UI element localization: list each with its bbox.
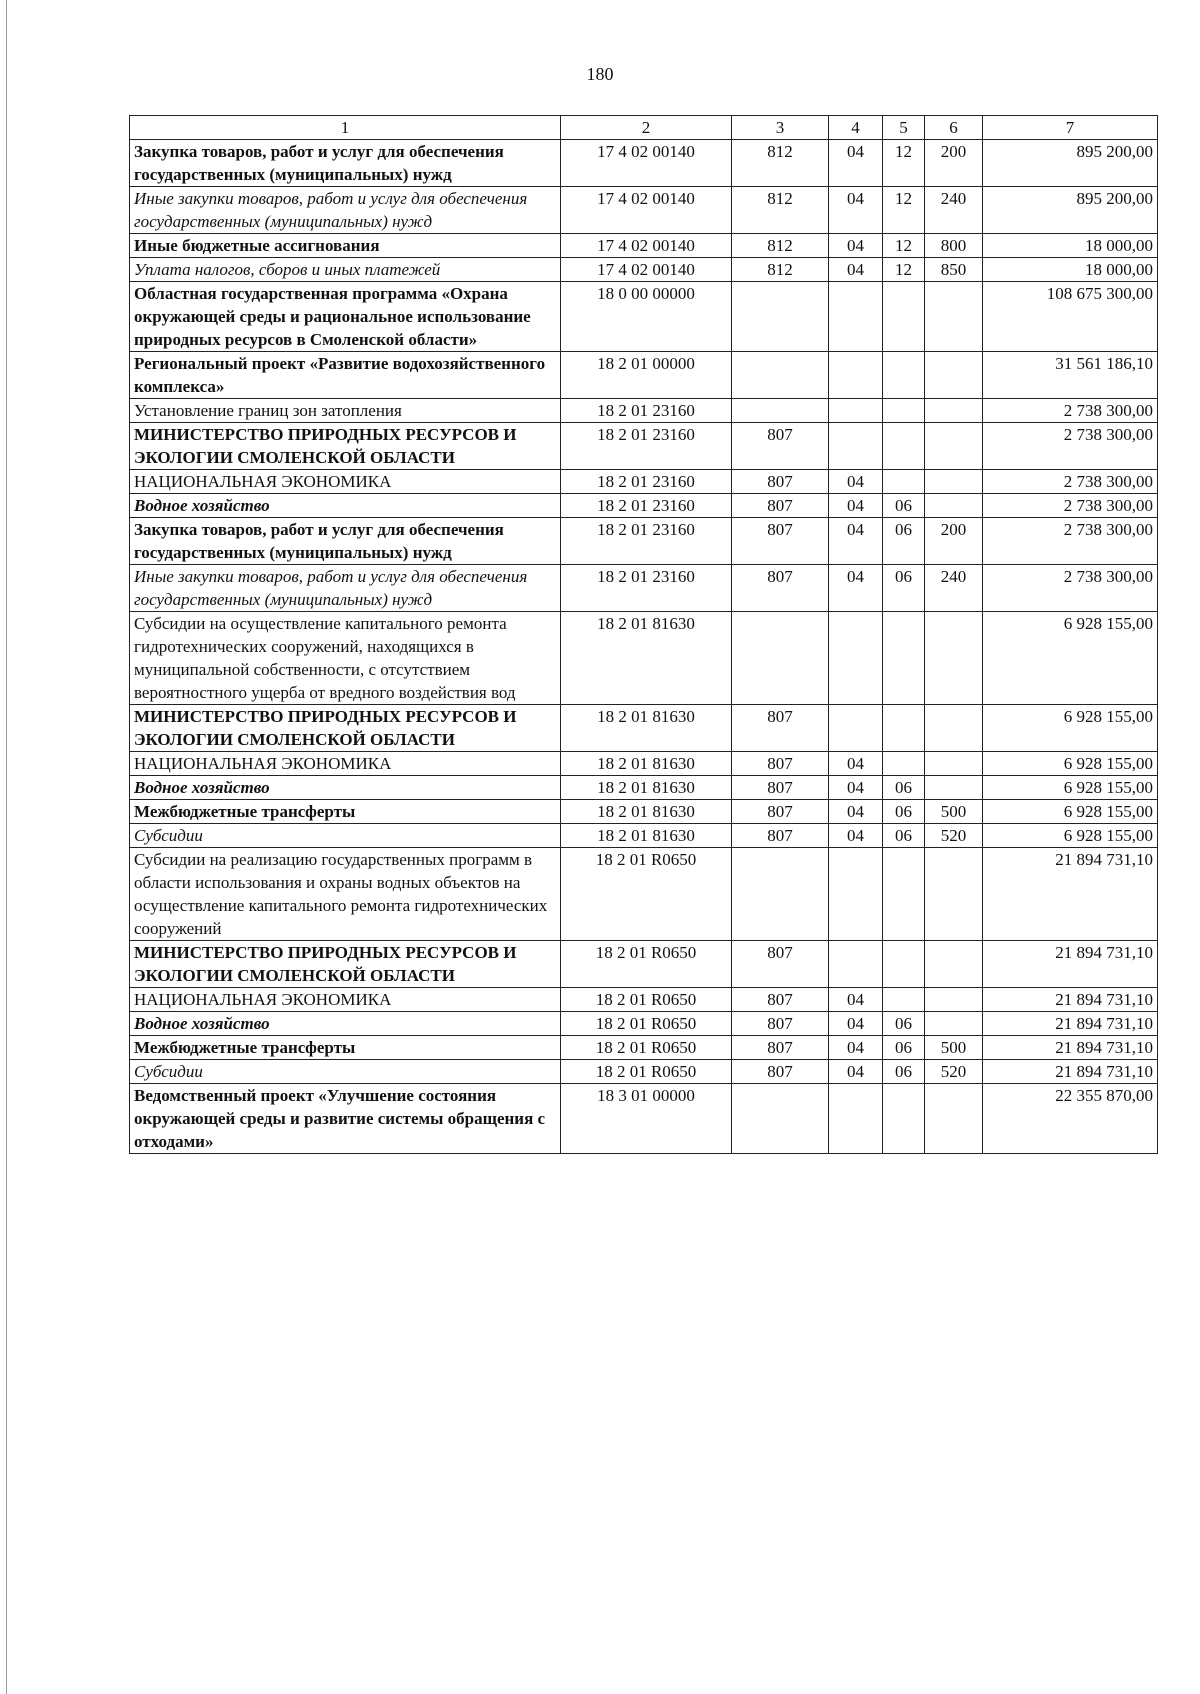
row-amount: 21 894 731,10 xyxy=(983,941,1158,988)
row-section: 04 xyxy=(829,518,883,565)
header-col-2: 2 xyxy=(561,116,732,140)
row-type: 800 xyxy=(925,234,983,258)
row-dept: 807 xyxy=(732,470,829,494)
row-code: 18 2 01 81630 xyxy=(561,612,732,705)
row-amount: 895 200,00 xyxy=(983,140,1158,187)
table-row xyxy=(130,1012,1158,1036)
header-col-4: 4 xyxy=(829,116,883,140)
row-type: 200 xyxy=(925,518,983,565)
row-code: 18 2 01 23160 xyxy=(561,565,732,612)
row-amount: 6 928 155,00 xyxy=(983,752,1158,776)
row-type xyxy=(925,470,983,494)
row-amount: 21 894 731,10 xyxy=(983,1060,1158,1084)
row-type: 520 xyxy=(925,824,983,848)
row-dept: 807 xyxy=(732,988,829,1012)
row-name: МИНИСТЕРСТВО ПРИРОДНЫХ РЕСУРСОВ И ЭКОЛОГИИ СМОЛЕНСКОЙ ОБЛАСТИ xyxy=(130,705,561,752)
row-name: Региональный проект «Развитие водохозяйственного комплекса» xyxy=(130,352,561,399)
row-name: НАЦИОНАЛЬНАЯ ЭКОНОМИКА xyxy=(130,470,561,494)
row-type xyxy=(925,282,983,352)
row-name: Водное хозяйство xyxy=(130,494,561,518)
row-dept: 807 xyxy=(732,494,829,518)
row-section: 04 xyxy=(829,752,883,776)
row-subsection xyxy=(883,1084,925,1154)
row-name: Водное хозяйство xyxy=(130,1012,561,1036)
row-type xyxy=(925,941,983,988)
row-subsection xyxy=(883,423,925,470)
row-name: Водное хозяйство xyxy=(130,776,561,800)
row-subsection: 06 xyxy=(883,494,925,518)
row-section: 04 xyxy=(829,258,883,282)
row-code: 18 2 01 R0650 xyxy=(561,1060,732,1084)
row-type: 240 xyxy=(925,565,983,612)
row-subsection: 12 xyxy=(883,258,925,282)
table-row xyxy=(130,848,1158,941)
table-row xyxy=(130,470,1158,494)
row-name: Закупка товаров, работ и услуг для обеспечения государственных (муниципальных) нужд xyxy=(130,140,561,187)
row-subsection xyxy=(883,612,925,705)
row-section xyxy=(829,352,883,399)
row-dept: 812 xyxy=(732,258,829,282)
row-section xyxy=(829,941,883,988)
header-col-7: 7 xyxy=(983,116,1158,140)
row-subsection: 06 xyxy=(883,518,925,565)
row-subsection: 06 xyxy=(883,1060,925,1084)
row-name: Уплата налогов, сборов и иных платежей xyxy=(130,258,561,282)
row-code: 18 2 01 23160 xyxy=(561,470,732,494)
row-code: 18 2 01 00000 xyxy=(561,352,732,399)
row-section xyxy=(829,612,883,705)
row-dept xyxy=(732,612,829,705)
table-row xyxy=(130,1084,1158,1154)
row-type: 850 xyxy=(925,258,983,282)
row-dept: 807 xyxy=(732,941,829,988)
row-subsection xyxy=(883,988,925,1012)
row-code: 18 2 01 81630 xyxy=(561,776,732,800)
header-col-3: 3 xyxy=(732,116,829,140)
header-row xyxy=(130,116,1158,140)
row-name: Межбюджетные трансферты xyxy=(130,800,561,824)
row-amount: 6 928 155,00 xyxy=(983,776,1158,800)
row-type xyxy=(925,352,983,399)
row-dept: 807 xyxy=(732,776,829,800)
row-name: НАЦИОНАЛЬНАЯ ЭКОНОМИКА xyxy=(130,988,561,1012)
row-dept: 807 xyxy=(732,1012,829,1036)
row-type xyxy=(925,1012,983,1036)
table-row xyxy=(130,988,1158,1012)
row-subsection xyxy=(883,282,925,352)
row-dept: 807 xyxy=(732,565,829,612)
row-amount: 2 738 300,00 xyxy=(983,565,1158,612)
row-dept: 807 xyxy=(732,824,829,848)
row-amount: 2 738 300,00 xyxy=(983,518,1158,565)
row-section xyxy=(829,282,883,352)
row-code: 18 2 01 81630 xyxy=(561,800,732,824)
table-row xyxy=(130,941,1158,988)
table-row xyxy=(130,352,1158,399)
row-section: 04 xyxy=(829,140,883,187)
row-type xyxy=(925,1084,983,1154)
row-code: 18 3 01 00000 xyxy=(561,1084,732,1154)
row-subsection: 06 xyxy=(883,776,925,800)
row-subsection xyxy=(883,752,925,776)
table-row xyxy=(130,399,1158,423)
row-dept: 807 xyxy=(732,705,829,752)
row-subsection xyxy=(883,399,925,423)
row-code: 18 2 01 R0650 xyxy=(561,988,732,1012)
row-subsection xyxy=(883,352,925,399)
row-type xyxy=(925,612,983,705)
row-amount: 2 738 300,00 xyxy=(983,494,1158,518)
row-section xyxy=(829,423,883,470)
budget-table xyxy=(129,115,1158,1154)
row-subsection: 06 xyxy=(883,565,925,612)
row-type xyxy=(925,776,983,800)
row-dept: 807 xyxy=(732,752,829,776)
table-body xyxy=(130,140,1158,1154)
row-dept xyxy=(732,399,829,423)
row-section: 04 xyxy=(829,187,883,234)
row-code: 18 2 01 R0650 xyxy=(561,941,732,988)
row-subsection: 06 xyxy=(883,800,925,824)
row-amount: 108 675 300,00 xyxy=(983,282,1158,352)
table-row xyxy=(130,800,1158,824)
row-dept: 807 xyxy=(732,800,829,824)
left-margin-line xyxy=(6,0,7,1694)
row-section: 04 xyxy=(829,565,883,612)
row-type: 200 xyxy=(925,140,983,187)
row-amount: 18 000,00 xyxy=(983,258,1158,282)
row-subsection xyxy=(883,470,925,494)
table-row xyxy=(130,612,1158,705)
row-code: 17 4 02 00140 xyxy=(561,234,732,258)
table-row xyxy=(130,1060,1158,1084)
row-dept: 807 xyxy=(732,1060,829,1084)
row-type xyxy=(925,399,983,423)
row-code: 18 2 01 81630 xyxy=(561,752,732,776)
row-subsection: 06 xyxy=(883,1012,925,1036)
row-section xyxy=(829,705,883,752)
row-section: 04 xyxy=(829,800,883,824)
row-amount: 31 561 186,10 xyxy=(983,352,1158,399)
row-code: 18 2 01 23160 xyxy=(561,423,732,470)
table-row xyxy=(130,518,1158,565)
row-subsection: 06 xyxy=(883,1036,925,1060)
header-col-5: 5 xyxy=(883,116,925,140)
row-subsection: 12 xyxy=(883,234,925,258)
row-amount: 2 738 300,00 xyxy=(983,399,1158,423)
row-type: 240 xyxy=(925,187,983,234)
row-type xyxy=(925,705,983,752)
row-name: Иные закупки товаров, работ и услуг для обеспечения государственных (муниципальных) нужд xyxy=(130,565,561,612)
table-row xyxy=(130,258,1158,282)
row-amount: 18 000,00 xyxy=(983,234,1158,258)
row-name: Закупка товаров, работ и услуг для обеспечения государственных (муниципальных) нужд xyxy=(130,518,561,565)
row-dept: 807 xyxy=(732,423,829,470)
row-section: 04 xyxy=(829,1012,883,1036)
row-dept xyxy=(732,352,829,399)
row-dept xyxy=(732,1084,829,1154)
row-code: 18 0 00 00000 xyxy=(561,282,732,352)
row-dept: 812 xyxy=(732,234,829,258)
row-type: 500 xyxy=(925,1036,983,1060)
row-name: НАЦИОНАЛЬНАЯ ЭКОНОМИКА xyxy=(130,752,561,776)
table-row xyxy=(130,187,1158,234)
row-name: Межбюджетные трансферты xyxy=(130,1036,561,1060)
row-name: МИНИСТЕРСТВО ПРИРОДНЫХ РЕСУРСОВ И ЭКОЛОГИИ СМОЛЕНСКОЙ ОБЛАСТИ xyxy=(130,941,561,988)
table-row xyxy=(130,234,1158,258)
row-section: 04 xyxy=(829,494,883,518)
row-name: МИНИСТЕРСТВО ПРИРОДНЫХ РЕСУРСОВ И ЭКОЛОГИИ СМОЛЕНСКОЙ ОБЛАСТИ xyxy=(130,423,561,470)
row-type xyxy=(925,848,983,941)
row-code: 18 2 01 R0650 xyxy=(561,1012,732,1036)
row-dept: 807 xyxy=(732,1036,829,1060)
header-col-1: 1 xyxy=(130,116,561,140)
page-number: 180 xyxy=(586,64,614,84)
row-section xyxy=(829,848,883,941)
table-row xyxy=(130,776,1158,800)
table-row xyxy=(130,565,1158,612)
table-row xyxy=(130,752,1158,776)
row-code: 18 2 01 23160 xyxy=(561,494,732,518)
row-code: 18 2 01 23160 xyxy=(561,399,732,423)
row-name: Установление границ зон затопления xyxy=(130,399,561,423)
row-subsection xyxy=(883,941,925,988)
row-code: 17 4 02 00140 xyxy=(561,258,732,282)
row-amount: 6 928 155,00 xyxy=(983,824,1158,848)
row-name: Иные бюджетные ассигнования xyxy=(130,234,561,258)
row-amount: 2 738 300,00 xyxy=(983,470,1158,494)
row-type xyxy=(925,752,983,776)
row-code: 18 2 01 R0650 xyxy=(561,1036,732,1060)
row-section: 04 xyxy=(829,824,883,848)
row-section: 04 xyxy=(829,1060,883,1084)
row-subsection: 12 xyxy=(883,187,925,234)
table-row xyxy=(130,282,1158,352)
row-section xyxy=(829,1084,883,1154)
row-code: 18 2 01 81630 xyxy=(561,705,732,752)
row-code: 17 4 02 00140 xyxy=(561,140,732,187)
row-amount: 21 894 731,10 xyxy=(983,848,1158,941)
row-dept: 812 xyxy=(732,140,829,187)
row-type xyxy=(925,423,983,470)
row-amount: 6 928 155,00 xyxy=(983,612,1158,705)
row-name: Субсидии xyxy=(130,824,561,848)
row-amount: 22 355 870,00 xyxy=(983,1084,1158,1154)
row-dept xyxy=(732,282,829,352)
row-section: 04 xyxy=(829,776,883,800)
row-name: Субсидии на осуществление капитального ремонта гидротехнических сооружений, находящихся в муниципальной собственности, с отсутствием вероятностного ущерба от вредного воздействия вод xyxy=(130,612,561,705)
row-code: 18 2 01 23160 xyxy=(561,518,732,565)
table-row xyxy=(130,494,1158,518)
row-name: Субсидии xyxy=(130,1060,561,1084)
row-dept: 807 xyxy=(732,518,829,565)
row-section: 04 xyxy=(829,234,883,258)
row-type: 500 xyxy=(925,800,983,824)
row-amount: 2 738 300,00 xyxy=(983,423,1158,470)
table-row xyxy=(130,140,1158,187)
row-code: 17 4 02 00140 xyxy=(561,187,732,234)
table-row xyxy=(130,705,1158,752)
row-amount: 6 928 155,00 xyxy=(983,800,1158,824)
row-dept xyxy=(732,848,829,941)
row-amount: 21 894 731,10 xyxy=(983,1012,1158,1036)
row-dept: 812 xyxy=(732,187,829,234)
table-header xyxy=(130,116,1158,140)
row-amount: 21 894 731,10 xyxy=(983,1036,1158,1060)
row-code: 18 2 01 81630 xyxy=(561,824,732,848)
row-amount: 6 928 155,00 xyxy=(983,705,1158,752)
row-name: Субсидии на реализацию государственных программ в области использования и охраны водных объектов на осуществление капитального ремонта гидротехнических сооружений xyxy=(130,848,561,941)
row-subsection xyxy=(883,848,925,941)
table-row xyxy=(130,1036,1158,1060)
row-name: Ведомственный проект «Улучшение состояния окружающей среды и развитие системы обращения с отходами» xyxy=(130,1084,561,1154)
row-section: 04 xyxy=(829,1036,883,1060)
row-name: Областная государственная программа «Охрана окружающей среды и рациональное использование природных ресурсов в Смоленской области» xyxy=(130,282,561,352)
row-type xyxy=(925,494,983,518)
row-type xyxy=(925,988,983,1012)
table-row xyxy=(130,423,1158,470)
row-amount: 895 200,00 xyxy=(983,187,1158,234)
row-code: 18 2 01 R0650 xyxy=(561,848,732,941)
row-type: 520 xyxy=(925,1060,983,1084)
row-subsection: 12 xyxy=(883,140,925,187)
row-subsection: 06 xyxy=(883,824,925,848)
table-row xyxy=(130,824,1158,848)
header-col-6: 6 xyxy=(925,116,983,140)
row-section: 04 xyxy=(829,470,883,494)
row-subsection xyxy=(883,705,925,752)
row-section xyxy=(829,399,883,423)
row-amount: 21 894 731,10 xyxy=(983,988,1158,1012)
row-section: 04 xyxy=(829,988,883,1012)
row-name: Иные закупки товаров, работ и услуг для обеспечения государственных (муниципальных) нужд xyxy=(130,187,561,234)
